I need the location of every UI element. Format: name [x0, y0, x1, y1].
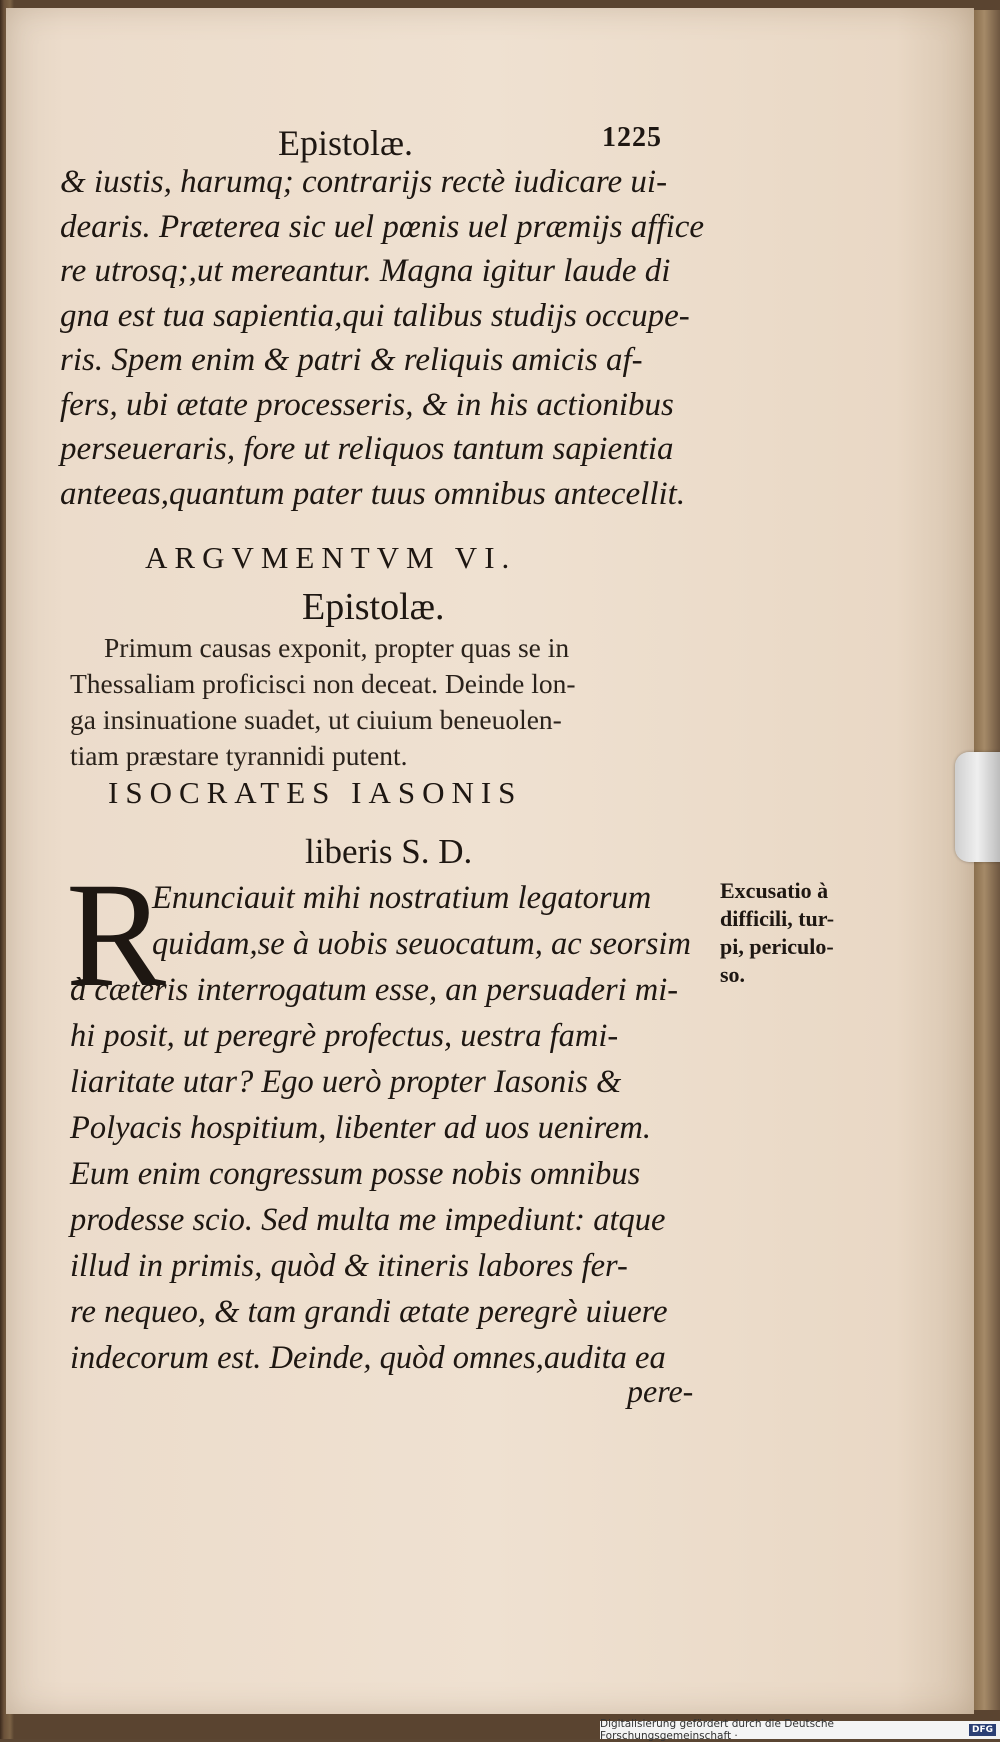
marginal-line: difficili, tur- — [720, 906, 835, 931]
dfg-logo: DFG — [969, 1724, 996, 1736]
text-line: Enunciauit mihi nostratium legatorum — [152, 880, 652, 916]
text-line: Polyacis hospitium, libenter ad uos uenirem. — [70, 1110, 652, 1146]
text-line: & iustis, harumq; contrarijs rectè iudicare ui- — [60, 164, 668, 200]
text-line: Eum enim congressum posse nobis omnibus — [70, 1156, 641, 1192]
bookmark-tab — [955, 752, 1000, 862]
text-line: re nequeo, & tam grandi ætate peregrè uiuere — [70, 1294, 668, 1330]
text-line: Thessaliam proficisci non deceat. Deinde lon- — [70, 668, 576, 699]
letter-body — [70, 875, 720, 1381]
digitization-credit — [600, 1718, 1000, 1742]
text-line: prodesse scio. Sed multa me impediunt: atque — [70, 1202, 666, 1238]
text-line: illud in primis, quòd & itineris labores fer- — [70, 1248, 628, 1284]
opening-paragraph — [60, 160, 710, 516]
text-line: anteeas,quantum pater tuus omnibus antecellit. — [60, 475, 686, 512]
marginal-line: pi, periculo- — [720, 934, 834, 959]
catchword: pere- — [627, 1373, 694, 1409]
letter-salutation-line2: liberis S. D. — [305, 832, 473, 871]
text-line: fers, ubi ætate processeris, & in his actionibus — [60, 386, 674, 423]
text-line: à cæteris interrogatum esse, an persuaderi mi- — [70, 972, 679, 1008]
text-line: indecorum est. Deinde, quòd omnes,audita ea — [70, 1340, 666, 1376]
text-line: re utrosq;,ut mereantur. Magna igitur laude di — [60, 253, 671, 289]
text-line: dearis. Præterea sic uel pœnis uel præmijs affice — [60, 208, 705, 245]
letter-salutation: ISOCRATES IASONIS — [108, 775, 523, 810]
argument-heading: ARGVMENTVM VI. — [145, 540, 517, 575]
text-line: ris. Spem enim & patri & reliquis amicis af- — [60, 342, 643, 378]
credit-text: Digitalisierung gefördert durch die Deutsche Forschungsgemeinschaft · — [600, 1718, 834, 1742]
argument-summary — [70, 630, 710, 774]
running-head-title: Epistolæ. — [278, 123, 414, 163]
text-line: liaritate utar? Ego uerò propter Iasonis & — [70, 1064, 622, 1100]
argument-subheading: Epistolæ. — [302, 586, 445, 628]
drop-capital: R — [66, 852, 167, 1018]
marginal-line: so. — [720, 962, 746, 987]
marginal-note — [720, 877, 834, 989]
text-line: quidam,se à uobis seuocatum, ac seorsim — [152, 926, 691, 962]
text-line: gna est tua sapientia,qui talibus studijs occupe- — [60, 297, 690, 334]
text-line: Primum causas exponit, propter quas se in — [104, 632, 570, 663]
text-line: tiam præstare tyrannidi putent. — [70, 740, 408, 771]
text-line: ga insinuatione suadet, ut ciuium beneuolen- — [70, 704, 562, 735]
text-line: perseueraris, fore ut reliquos tantum sapientia — [60, 431, 674, 467]
text-line: hi posit, ut peregrè profectus, uestra fami- — [70, 1018, 619, 1054]
marginal-line: Excusatio à — [720, 878, 829, 903]
page-number: 1225 — [602, 122, 662, 153]
